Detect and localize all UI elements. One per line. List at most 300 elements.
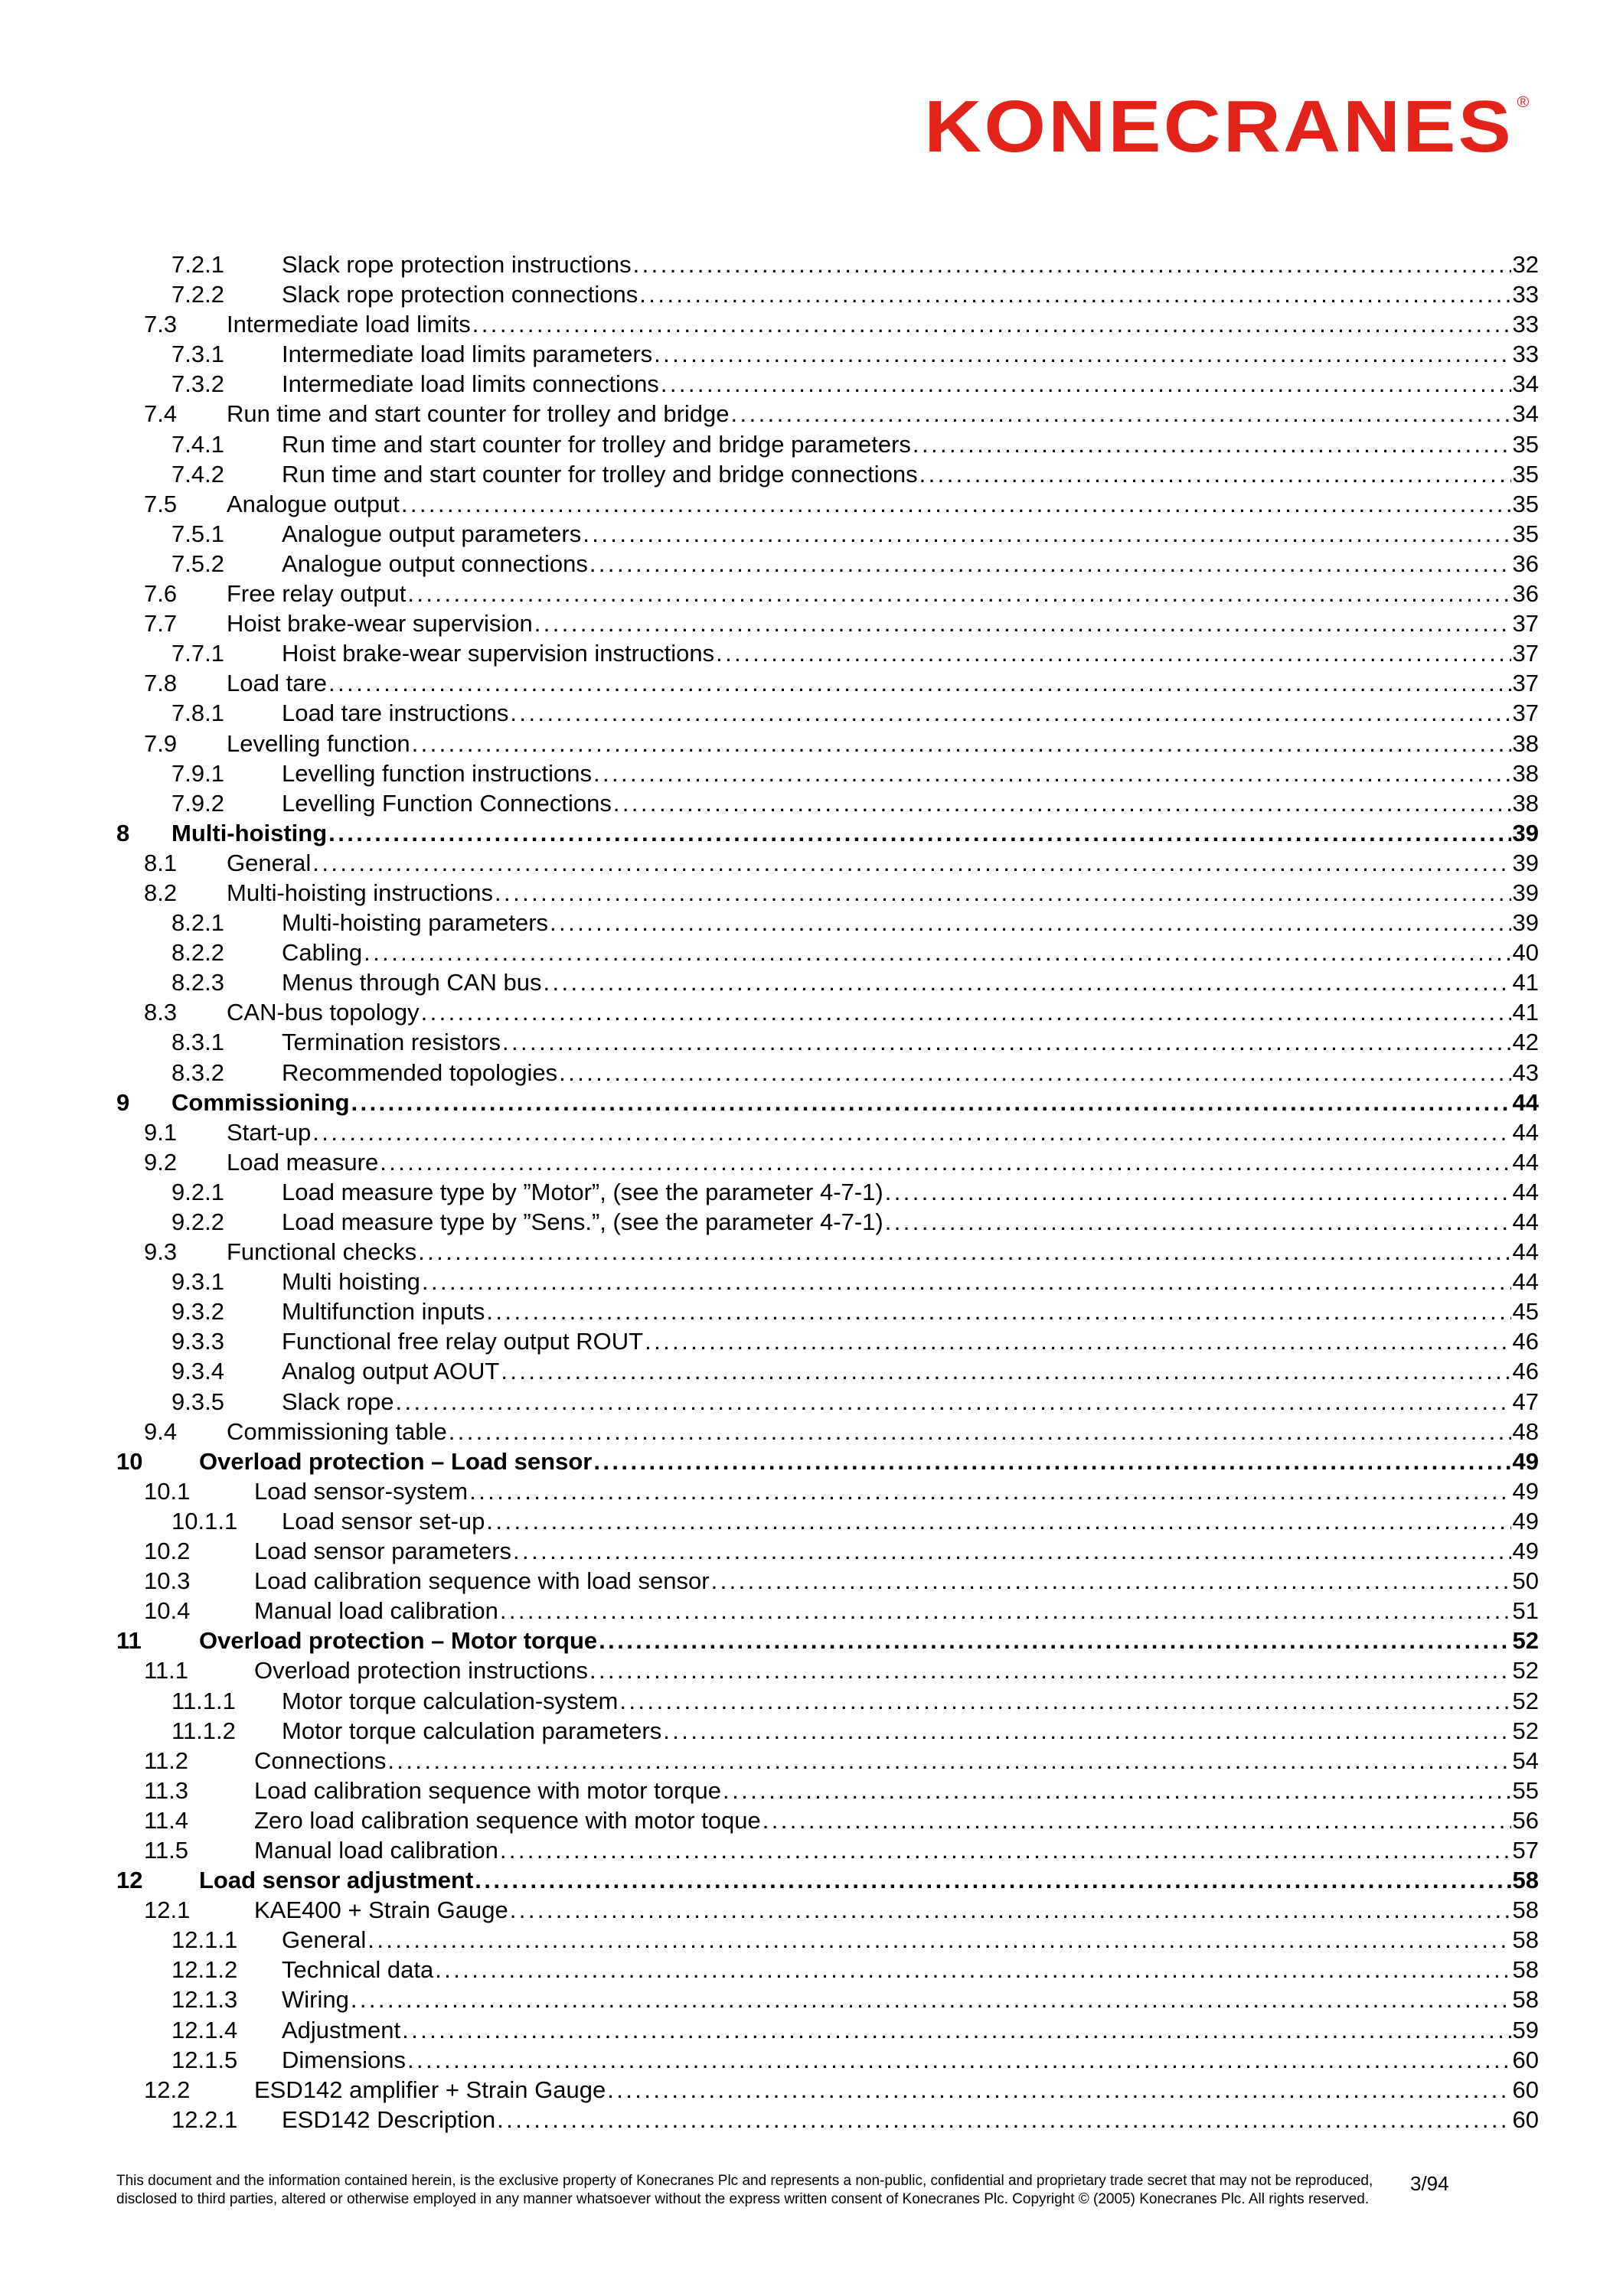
konecranes-logo [923,86,1531,168]
toc-entry-number: 11.5 [144,1836,189,1864]
toc-entry-page: 56 [1512,1806,1539,1834]
toc-dot-leader [475,1865,1510,1895]
toc-entry[interactable] [116,1446,1539,1476]
logo-text: KONECRANES [923,86,1514,168]
toc-entry[interactable] [116,1147,1539,1177]
toc-entry-page: 58 [1512,1867,1539,1894]
toc-entry-page: 38 [1512,759,1539,787]
toc-entry[interactable] [116,1058,1539,1088]
toc-entry-title: Load measure [227,1148,379,1176]
toc-entry-number: 8.3.1 [171,1029,224,1056]
toc-entry-page: 44 [1512,1118,1539,1146]
toc-dot-leader [607,2075,1510,2105]
toc-entry[interactable] [116,878,1539,908]
toc-entry[interactable] [116,1356,1539,1386]
toc-entry[interactable] [116,1417,1539,1446]
toc-entry-title: Commissioning table [227,1417,447,1445]
toc-entry[interactable] [116,997,1539,1027]
toc-entry-page: 39 [1512,909,1539,937]
toc-entry-title: Analog output AOUT [282,1358,500,1385]
toc-entry-title: Intermediate load limits connections [282,370,659,398]
toc-entry-title: General [282,1926,367,1954]
toc-entry-title: ESD142 Description [282,2105,496,2133]
toc-entry-page: 42 [1512,1029,1539,1056]
toc-dot-leader [449,1417,1511,1446]
toc-entry-page: 50 [1512,1567,1539,1595]
toc-entry-page: 57 [1512,1836,1539,1864]
toc-entry-title: Analogue output [227,490,400,517]
toc-entry-number: 12.1.2 [171,1956,238,1984]
toc-entry-number: 9.3 [144,1238,178,1266]
table-of-contents [116,249,1539,2135]
toc-dot-leader [500,1596,1511,1626]
toc-entry-title: Intermediate load limits parameters [282,341,653,368]
toc-dot-leader [502,1027,1511,1057]
toc-entry[interactable] [116,698,1539,728]
toc-dot-leader [633,249,1511,279]
toc-dot-leader [919,459,1511,489]
toc-entry[interactable] [116,1746,1539,1776]
toc-entry-title: Overload protection instructions [254,1657,588,1684]
toc-dot-leader [723,1776,1510,1805]
toc-entry-number: 12.1.3 [171,1986,238,2014]
toc-entry[interactable] [116,2015,1539,2045]
toc-entry-number: 9.3.3 [171,1328,224,1355]
toc-dot-leader [885,1207,1511,1237]
toc-dot-leader [711,1566,1511,1596]
toc-entry-page: 58 [1512,1896,1539,1924]
toc-entry-title: Levelling function [227,729,410,757]
toc-entry-number: 11.1 [144,1657,189,1684]
toc-entry[interactable] [116,1835,1539,1865]
toc-entry-page: 46 [1512,1358,1539,1385]
toc-entry-title: Wiring [282,1986,349,2014]
toc-entry-number: 7.2.1 [171,251,224,278]
toc-entry-page: 44 [1512,1178,1539,1205]
toc-entry[interactable] [116,638,1539,668]
toc-entry-page: 45 [1512,1298,1539,1326]
toc-entry-number: 7.5 [144,490,178,517]
toc-entry-number: 7.4 [144,400,178,428]
toc-entry[interactable] [116,1536,1539,1566]
toc-dot-leader [328,668,1511,698]
toc-entry-title: Commissioning [171,1088,350,1116]
toc-dot-leader [593,758,1511,788]
toc-entry[interactable] [116,1626,1539,1655]
toc-entry-number: 7.9.2 [171,789,224,817]
toc-entry-title: Analogue output parameters [282,520,582,547]
toc-entry-title: Cabling [282,939,363,967]
toc-entry-title: Hoist brake-wear supervision instructions [282,640,715,667]
toc-entry[interactable] [116,1686,1539,1716]
toc-entry-number: 7.4.1 [171,430,224,458]
toc-entry-title: Slack rope protection connections [282,281,638,308]
toc-entry-title: Load tare instructions [282,700,509,727]
toc-entry[interactable] [116,519,1539,549]
toc-entry[interactable] [116,908,1539,938]
toc-entry-page: 35 [1512,490,1539,517]
toc-dot-leader [619,1686,1510,1716]
toc-entry-number: 9.2.1 [171,1178,224,1205]
toc-entry[interactable] [116,2045,1539,2075]
toc-dot-leader [613,788,1511,818]
toc-dot-leader [407,2045,1511,2075]
toc-entry-number: 7.6 [144,580,178,608]
toc-entry[interactable] [116,369,1539,399]
toc-entry-page: 44 [1512,1148,1539,1176]
toc-dot-leader [654,339,1510,369]
toc-entry-number: 12.1.1 [171,1926,238,1954]
toc-entry-number: 11.1.1 [171,1687,236,1714]
toc-entry[interactable] [116,848,1539,878]
toc-entry-number: 7.9 [144,729,178,757]
toc-entry-title: Functional checks [227,1238,417,1266]
toc-entry-title: Manual load calibration [254,1597,498,1625]
toc-entry-page: 49 [1512,1447,1539,1475]
toc-dot-leader [513,1536,1510,1566]
toc-entry-page: 54 [1512,1746,1539,1774]
toc-dot-leader [486,1296,1510,1326]
toc-entry-title: Connections [254,1746,387,1774]
toc-entry[interactable] [116,1776,1539,1805]
toc-entry-title: Motor torque calculation parameters [282,1717,662,1744]
toc-entry-title: Load sensor parameters [254,1538,512,1565]
toc-dot-leader [663,1716,1510,1746]
toc-dot-leader [495,878,1510,908]
toc-entry-title: Motor torque calculation-system [282,1687,619,1714]
toc-entry-page: 34 [1512,400,1539,428]
toc-entry-title: Load sensor set-up [282,1507,485,1534]
toc-entry-title: Load sensor-system [254,1477,469,1505]
toc-dot-leader [402,2015,1510,2045]
toc-entry-number: 7.9.1 [171,759,224,787]
toc-entry[interactable] [116,1865,1539,1895]
toc-dot-leader [501,1356,1510,1386]
toc-entry-number: 9 [116,1088,130,1116]
toc-entry-title: Run time and start counter for trolley and bridge [227,400,730,428]
toc-dot-leader [510,698,1510,728]
toc-entry-number: 10.3 [144,1567,191,1595]
toc-entry-number: 7.3 [144,311,178,338]
toc-entry-page: 60 [1512,2046,1539,2073]
toc-entry-number: 11.4 [144,1806,189,1834]
footer-notice: This document and the information contained herein, is the exclusive property of Konecranes Plc and represents a non-public, confidential and proprietary trade secret that may not be reproduced, disclosed to third parties, altered or otherwise employed in any manner whatsoever without the express written consent of Konecranes Plc. Copyright © (2005) Konecranes Plc. All rights reserved. [116,2173,1373,2207]
toc-entry-page: 52 [1512,1717,1539,1744]
toc-entry-page: 39 [1512,849,1539,876]
toc-entry-title: Free relay output [227,580,407,608]
toc-entry-number: 12.1 [144,1896,191,1924]
toc-entry[interactable] [116,579,1539,608]
toc-dot-leader [395,1387,1510,1417]
toc-entry-title: Slack rope [282,1388,394,1415]
toc-dot-leader [435,1955,1510,1985]
toc-entry[interactable] [116,608,1539,638]
toc-dot-leader [328,818,1510,848]
toc-entry[interactable] [116,489,1539,519]
toc-entry-page: 59 [1512,2016,1539,2043]
toc-entry-number: 9.3.5 [171,1388,224,1415]
toc-entry[interactable] [116,279,1539,309]
toc-entry-title: Load measure type by ”Motor”, (see the parameter 4-7-1) [282,1178,883,1205]
toc-entry[interactable] [116,1596,1539,1626]
toc-entry[interactable] [116,729,1539,758]
toc-entry-number: 7.4.2 [171,460,224,488]
toc-dot-leader [885,1177,1511,1207]
toc-entry-number: 12.1.4 [171,2016,238,2043]
toc-entry-title: Intermediate load limits [227,311,471,338]
toc-entry-title: Overload protection – Load sensor [199,1447,593,1475]
toc-entry-title: Technical data [282,1956,434,1984]
toc-entry-number: 9.3.2 [171,1298,224,1326]
toc-entry-page: 36 [1512,580,1539,608]
toc-entry-page: 34 [1512,370,1539,398]
toc-entry-page: 37 [1512,670,1539,697]
toc-dot-leader [583,519,1510,549]
toc-dot-leader [351,1985,1511,2014]
toc-dot-leader [661,369,1511,399]
toc-entry-title: Dimensions [282,2046,406,2073]
toc-dot-leader [312,1117,1510,1147]
registered-mark: ® [1516,94,1531,111]
toc-entry[interactable] [116,1506,1539,1536]
toc-entry-title: Functional free relay output ROUT [282,1328,644,1355]
toc-entry-number: 8.3 [144,999,178,1026]
toc-entry[interactable] [116,1296,1539,1326]
toc-entry-page: 58 [1512,1956,1539,1984]
toc-dot-leader [401,489,1511,519]
toc-entry-number: 9.3.1 [171,1268,224,1296]
toc-entry-number: 11.2 [144,1746,189,1774]
toc-entry[interactable] [116,429,1539,459]
toc-entry-title: General [227,849,312,876]
toc-entry-number: 8.2.2 [171,939,224,967]
toc-dot-leader [367,1925,1510,1955]
toc-entry-title: Termination resistors [282,1029,501,1056]
toc-entry[interactable] [116,758,1539,788]
toc-entry-number: 7.3.2 [171,370,224,398]
toc-entry[interactable] [116,967,1539,997]
toc-dot-leader [364,938,1510,967]
toc-dot-leader [418,1237,1510,1267]
toc-dot-leader [731,399,1511,429]
toc-entry-number: 8.1 [144,849,178,876]
toc-entry-page: 44 [1512,1208,1539,1235]
toc-entry-title: ESD142 amplifier + Strain Gauge [254,2076,606,2103]
toc-entry[interactable] [116,1117,1539,1147]
toc-entry-title: Load calibration sequence with load sensor [254,1567,710,1595]
toc-entry-page: 35 [1512,460,1539,488]
toc-entry[interactable] [116,938,1539,967]
toc-entry-title: Adjustment [282,2016,401,2043]
toc-dot-leader [550,908,1510,938]
toc-entry[interactable] [116,1088,1539,1117]
toc-dot-leader [599,1626,1510,1655]
toc-entry-page: 58 [1512,1986,1539,2014]
toc-dot-leader [422,1267,1511,1296]
toc-entry[interactable] [116,788,1539,818]
toc-entry[interactable] [116,2105,1539,2135]
toc-entry-title: Multi-hoisting instructions [227,879,494,906]
toc-dot-leader [469,1476,1510,1506]
toc-entry-page: 47 [1512,1388,1539,1415]
toc-dot-leader [716,638,1510,668]
toc-entry-page: 38 [1512,789,1539,817]
toc-entry-number: 7.8 [144,670,178,697]
toc-entry-title: Run time and start counter for trolley and bridge parameters [282,430,911,458]
toc-entry-page: 41 [1512,999,1539,1026]
toc-entry[interactable] [116,1895,1539,1925]
toc-entry-number: 7.8.1 [171,700,224,727]
toc-entry-number: 7.7 [144,610,178,638]
toc-dot-leader [412,729,1511,758]
toc-dot-leader [639,279,1510,309]
toc-entry-number: 7.5.2 [171,550,224,577]
toc-entry-number: 10 [116,1447,143,1475]
toc-entry-page: 36 [1512,550,1539,577]
toc-entry-page: 60 [1512,2076,1539,2103]
toc-dot-leader [645,1326,1510,1356]
toc-entry[interactable] [116,459,1539,489]
toc-entry-number: 9.2.2 [171,1208,224,1235]
toc-entry[interactable] [116,1237,1539,1267]
toc-entry[interactable] [116,1177,1539,1207]
toc-entry-page: 46 [1512,1328,1539,1355]
toc-entry-title: CAN-bus topology [227,999,420,1026]
toc-entry-page: 43 [1512,1058,1539,1086]
toc-entry[interactable] [116,1925,1539,1955]
toc-entry-page: 33 [1512,341,1539,368]
toc-entry-number: 12 [116,1867,143,1894]
toc-entry-number: 8.2 [144,879,178,906]
toc-dot-leader [593,1446,1510,1476]
toc-dot-leader [534,608,1511,638]
toc-entry-page: 60 [1512,2105,1539,2133]
toc-entry-number: 12.2 [144,2076,191,2103]
toc-dot-leader [472,309,1511,339]
toc-dot-leader [913,429,1511,459]
toc-entry-number: 8.2.1 [171,909,224,937]
toc-entry-page: 32 [1512,251,1539,278]
toc-entry-page: 58 [1512,1926,1539,1954]
toc-entry-title: Zero load calibration sequence with motor toque [254,1806,761,1834]
toc-entry-page: 37 [1512,700,1539,727]
toc-entry[interactable] [116,1985,1539,2014]
toc-entry-page: 49 [1512,1538,1539,1565]
toc-entry-title: Multi-hoisting [171,819,328,846]
toc-dot-leader [510,1895,1511,1925]
toc-entry-title: Load tare [227,670,327,697]
toc-entry-title: Multi-hoisting parameters [282,909,549,937]
toc-entry-page: 49 [1512,1477,1539,1505]
toc-entry-page: 52 [1512,1687,1539,1714]
toc-entry[interactable] [116,1326,1539,1356]
toc-entry-title: Analogue output connections [282,550,588,577]
toc-dot-leader [486,1506,1510,1536]
toc-entry-number: 8.3.2 [171,1058,224,1086]
toc-entry-page: 35 [1512,520,1539,547]
toc-entry[interactable] [116,668,1539,698]
toc-entry[interactable] [116,399,1539,429]
toc-entry-page: 33 [1512,311,1539,338]
toc-entry-page: 37 [1512,640,1539,667]
toc-entry-title: Load sensor adjustment [199,1867,474,1894]
toc-entry[interactable] [116,1955,1539,1985]
toc-entry-title: KAE400 + Strain Gauge [254,1896,508,1924]
toc-entry-page: 33 [1512,281,1539,308]
toc-entry[interactable] [116,1716,1539,1746]
page-number: 3/94 [1410,2172,1449,2195]
toc-entry-number: 10.1 [144,1477,191,1505]
toc-entry-title: Hoist brake-wear supervision [227,610,533,638]
toc-entry[interactable] [116,1566,1539,1596]
toc-entry-title: Multi hoisting [282,1268,420,1296]
toc-entry-page: 44 [1512,1238,1539,1266]
toc-entry-title: Overload protection – Motor torque [199,1627,598,1655]
toc-entry-page: 40 [1512,939,1539,967]
toc-entry[interactable] [116,339,1539,369]
toc-entry-title: Run time and start counter for trolley and bridge connections [282,460,918,488]
toc-entry[interactable] [116,249,1539,279]
toc-dot-leader [500,1835,1511,1865]
toc-entry-page: 49 [1512,1507,1539,1534]
toc-entry-number: 9.1 [144,1118,178,1146]
toc-entry-title: Slack rope protection instructions [282,251,632,278]
toc-entry[interactable] [116,818,1539,848]
toc-dot-leader [387,1746,1510,1776]
toc-entry[interactable] [116,309,1539,339]
toc-entry-title: Levelling Function Connections [282,789,612,817]
toc-entry-number: 9.4 [144,1417,178,1445]
toc-entry-page: 39 [1512,819,1539,846]
toc-entry-title: Recommended topologies [282,1058,558,1086]
toc-entry-page: 48 [1512,1417,1539,1445]
toc-entry-page: 38 [1512,729,1539,757]
toc-entry-number: 10.4 [144,1597,191,1625]
toc-entry-number: 12.1.5 [171,2046,238,2073]
toc-entry-number: 8 [116,819,130,846]
toc-entry[interactable] [116,1027,1539,1057]
toc-entry[interactable] [116,549,1539,579]
toc-dot-leader [421,997,1511,1027]
toc-entry-title: Start-up [227,1118,312,1146]
toc-entry[interactable] [116,2075,1539,2105]
toc-entry[interactable] [116,1387,1539,1417]
toc-entry-page: 37 [1512,610,1539,638]
toc-entry-number: 9.2 [144,1148,178,1176]
toc-dot-leader [589,1655,1511,1685]
toc-entry-number: 7.3.1 [171,341,224,368]
toc-entry-page: 51 [1512,1597,1539,1625]
toc-entry-page: 52 [1512,1627,1539,1655]
toc-entry[interactable] [116,1267,1539,1296]
toc-entry-title: Load calibration sequence with motor torque [254,1776,722,1804]
toc-entry-page: 35 [1512,430,1539,458]
toc-dot-leader [312,848,1510,878]
toc-entry[interactable] [116,1805,1539,1835]
toc-dot-leader [589,549,1511,579]
toc-dot-leader [543,967,1510,997]
toc-entry-number: 7.2.2 [171,281,224,308]
toc-entry[interactable] [116,1207,1539,1237]
toc-entry-page: 39 [1512,879,1539,906]
toc-entry[interactable] [116,1476,1539,1506]
toc-entry-number: 7.7.1 [171,640,224,667]
toc-entry-number: 10.1.1 [171,1507,238,1534]
toc-entry[interactable] [116,1655,1539,1685]
toc-dot-leader [497,2105,1510,2135]
toc-entry-page: 44 [1512,1268,1539,1296]
toc-entry-page: 55 [1512,1776,1539,1804]
